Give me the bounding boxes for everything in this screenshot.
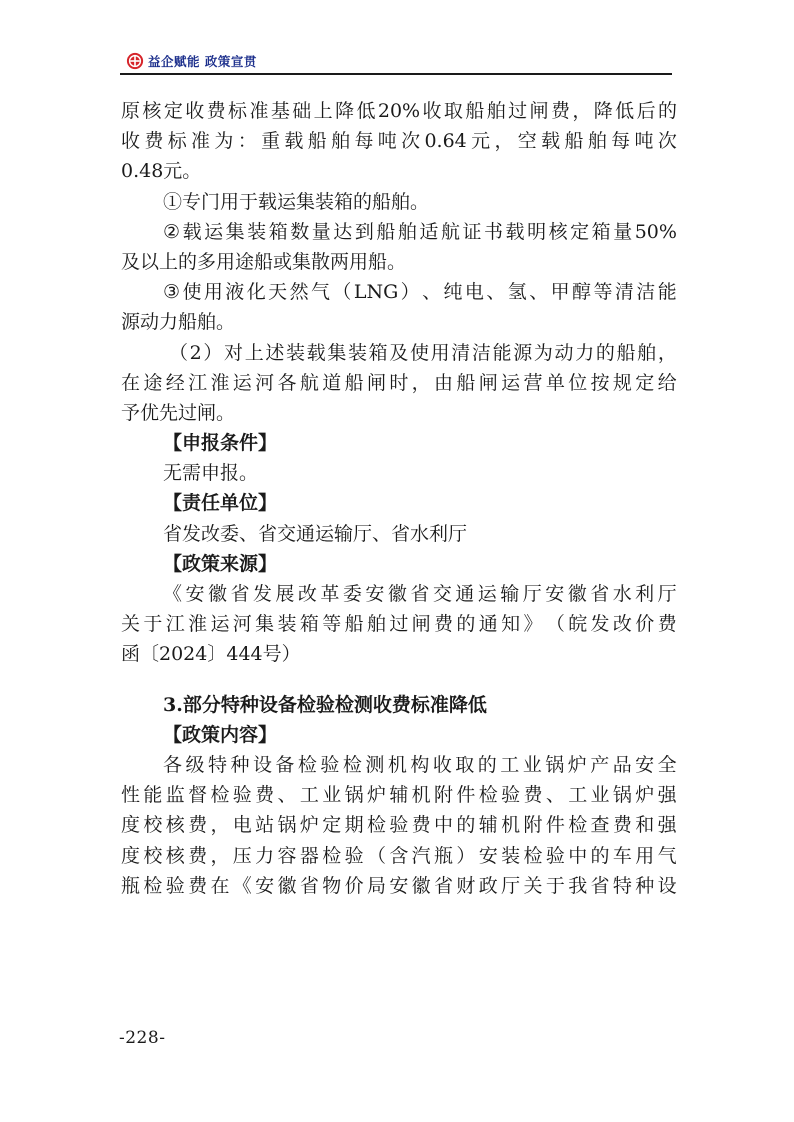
section-heading-source: 【政策来源】 xyxy=(163,552,278,575)
text-line: 收 费 标 准 为 ： 重 载 船 舶 每 吨 次 0.64 元 ， 空 载 船 舶 每 吨 次 xyxy=(121,130,677,153)
section-heading-apply: 【申报条件】 xyxy=(163,432,278,455)
section-heading-content: 【政策内容】 xyxy=(163,723,278,746)
responsible-text: 省发改委、省交通运输厅、省水利厅 xyxy=(163,522,468,545)
text-line: 0.48元。 xyxy=(121,160,202,183)
text-line: 及以上的多用途船或集散两用船。 xyxy=(121,250,407,273)
apply-text: 无需申报。 xyxy=(163,462,259,485)
list-item: ③ 使 用 液 化 天 然 气 （ LNG ） 、 纯 电 、 氢 、 甲 醇 等 清 洁 能 xyxy=(163,281,677,304)
document-header xyxy=(126,50,257,72)
text-line: 各 级 特 种 设 备 检 验 检 测 机 构 收 取 的 工 业 锅 炉 产 品 安 全 xyxy=(163,753,677,776)
list-item: ①专门用于载运集装箱的船舶。 xyxy=(163,190,430,213)
section-heading-responsible: 【责任单位】 xyxy=(163,492,278,515)
document-body xyxy=(121,96,677,901)
text-line: 性 能 监 督 检 验 费 、 工 业 锅 炉 辅 机 附 件 检 验 费 、 工 业 锅 炉 强 xyxy=(121,784,677,807)
text-line: 予优先过闸。 xyxy=(121,401,236,424)
source-line: 《 安 徽 省 发 展 改 革 委 安 徽 省 交 通 运 输 厅 安 徽 省 水 利 厅 xyxy=(163,583,677,605)
text-line: 源动力船舶。 xyxy=(121,311,236,334)
section-title: 3.部分特种设备检验检测收费标准降低 xyxy=(163,693,487,716)
source-line: 关 于 江 淮 运 河 集 装 箱 等 船 舶 过 闸 费 的 通 知 》 （ 皖 发 改 价 费 xyxy=(121,613,677,636)
list-item: ② 载 运 集 装 箱 数 量 达 到 船 舶 适 航 证 书 载 明 核 定 箱 量 50% xyxy=(163,220,677,243)
text-line: 原 核 定 收 费 标 准 基 础 上 降 低 20% 收 取 船 舶 过 闸 费 ， 降 低 后 的 xyxy=(121,100,677,122)
text-line: 度 校 核 费 ， 压 力 容 器 检 验 （ 含 汽 瓶 ） 安 装 检 验 中 的 车 用 气 xyxy=(121,844,677,867)
text-line: 在 途 经 江 淮 运 河 各 航 道 船 闸 时 ， 由 船 闸 运 营 单 位 按 规 定 给 xyxy=(121,371,677,394)
text-line: 度 校 核 费 ， 电 站 锅 炉 定 期 检 验 费 中 的 辅 机 附 件 检 查 费 和 强 xyxy=(121,814,677,837)
header-title: 益企赋能 政策宣贯 xyxy=(148,54,257,69)
spacer xyxy=(121,670,677,690)
circular-emblem-icon xyxy=(126,52,144,70)
page-number: -228- xyxy=(119,1028,166,1048)
text-line: （ 2 ） 对 上 述 装 载 集 装 箱 及 使 用 清 洁 能 源 为 动 力 的 船 舶 ， xyxy=(169,341,677,364)
header-divider xyxy=(120,73,672,75)
text-line: 瓶 检 验 费 在 《 安 徽 省 物 价 局 安 徽 省 财 政 厅 关 于 我 省 特 种 设 xyxy=(121,874,677,897)
source-line: 函〔2024〕444号） xyxy=(121,643,301,666)
